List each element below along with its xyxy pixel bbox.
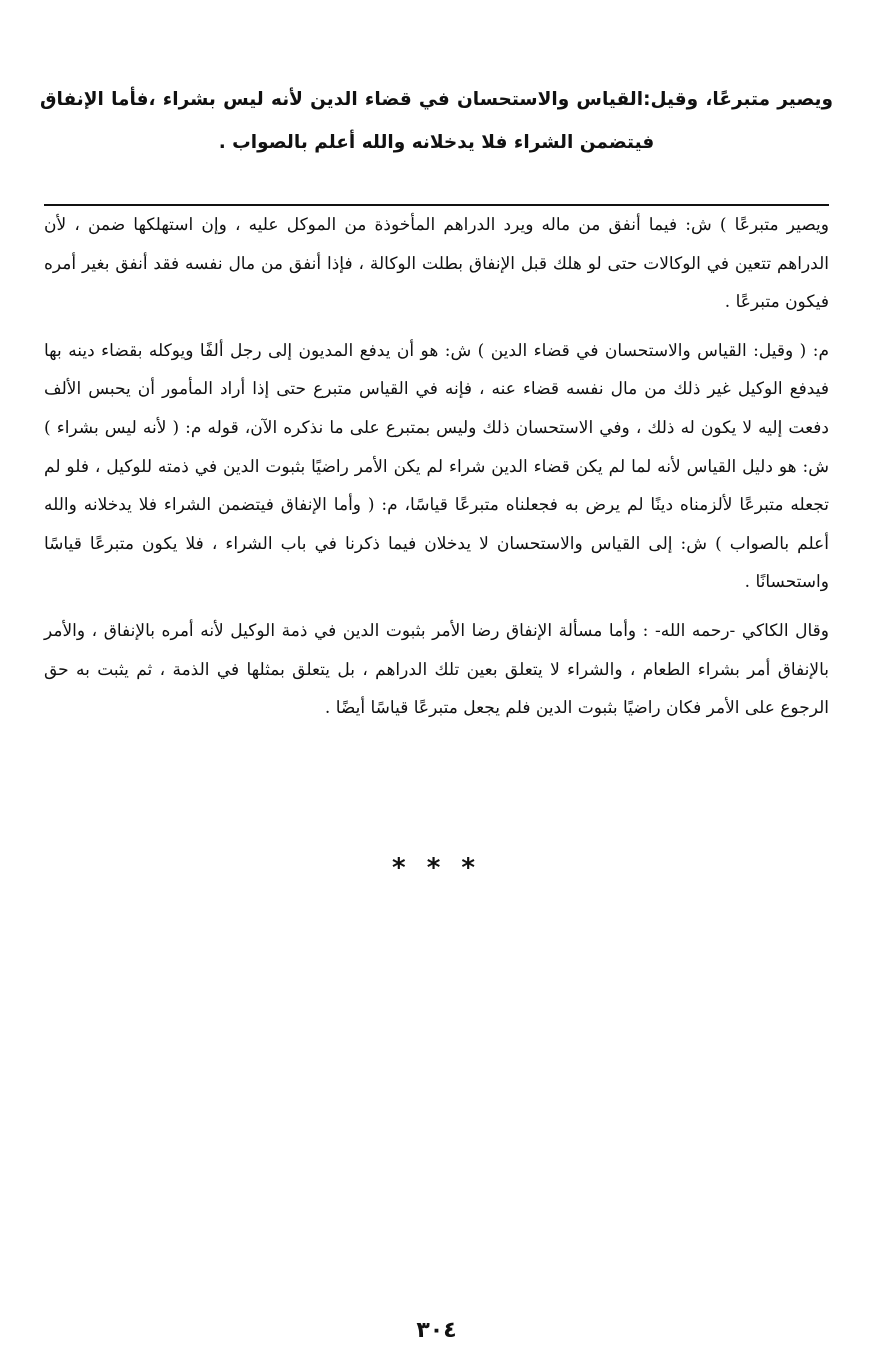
matn-text: ويصير متبرعًا، وقيل:القياس والاستحسان في قضاء الدين لأنه ليس بشراء ،فأما الإنفاق فيتضمن الشراء فلا يدخلانه والله أعلم بالصواب . [40,89,833,153]
sharh-commentary [44,206,829,738]
section-break-stars: * * * [392,853,481,883]
commentary-paragraph-2: م: ( وقيل: القياس والاستحسان في قضاء الدين ) ش: هو أن يدفع المديون إلى رجل ألفًا ويوكله بقضاء دينه بها فيدفع الوكيل غير ذلك من مال نفسه قضاء عنه ، فإنه في القياس متبرع حتى إذا أراد المأمور أن يحبس الألف دفعت إليه لا يكون له ذلك ، وفي الاستحسان ذلك وليس بمتبرع على ما نذكره الآن، قوله م: ( لأنه ليس بشراء ) ش: هو دليل القياس لأنه لما لم يكن قضاء الدين شراء لم يكن الأمر راضيًا بثبوت الدين في ذمته للوكيل ، فلو لم تجعله متبرعًا لألزمناه دينًا لم يرض به فجعلناه متبرعًا قياسًا، م: ( وأما الإنفاق فيتضمن الشراء فلا يدخلانه والله أعلم بالصواب ) ش: إلى القياس والاستحسان لا يدخلان فيما ذكرنا في باب الشراء ، فلا يكون متبرعًا قياسًا واستحسانًا . [44,340,829,593]
page-number: ٣٠٤ [416,1318,457,1343]
commentary-paragraph-3: وقال الكاكي -رحمه الله- : وأما مسألة الإنفاق رضا الأمر بثبوت الدين في ذمة الوكيل لأنه أمره بالإنفاق ، والأمر بالإنفاق أمر بشراء الطعام ، والشراء لا يتعلق بعين تلك الدراهم ، بل يتعلق بمثلها في الذمة ، ثم يثبت به حق الرجوع على الأمر فكان راضيًا بثبوت الدين فلم يجعل متبرعًا قياسًا أيضًا . [44,620,829,719]
commentary-paragraph-1: ويصير متبرعًا ) ش: فيما أنفق من ماله ويرد الدراهم المأخوذة من الموكل عليه ، وإن استهلكها ضمن ، لأن الدراهم تتعين في الوكالات حتى لو هلك قبل الإنفاق بطلت الوكالة ، فإذا أنفق من مال نفسه فقد أنفق بغير أمره فيكون متبرعًا . [44,215,829,313]
